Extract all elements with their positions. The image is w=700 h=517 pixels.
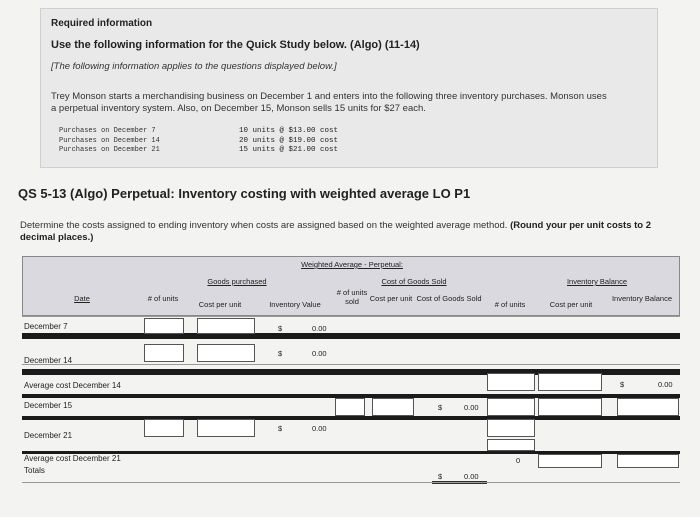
purchase-row	[59, 146, 338, 156]
purchase-value: 20 units @ $19.00 cost	[239, 136, 339, 145]
use-heading: Use the following information for the Quick Study below. (Algo) (11-14)	[51, 39, 420, 51]
col-date: Date	[74, 294, 90, 303]
row-separator	[22, 416, 680, 420]
dec15-balance-cost-input[interactable]	[538, 398, 602, 416]
row-divider	[22, 316, 680, 317]
dec21-cost-input[interactable]	[197, 419, 255, 437]
purchase-label: Purchases on December 21	[59, 146, 160, 154]
purchase-row	[59, 137, 338, 147]
instructions	[20, 220, 670, 244]
info-description: Trey Monson starts a merchandising business on December 1 and enters into the following three inventory purchases. Monson uses a perpetual inventory system. Also, on December 15, Monson sells 15 units for $27 each.	[51, 91, 607, 114]
row-label-dec14: December 14	[24, 356, 73, 365]
group-cogs: Cost of Goods Sold	[381, 277, 447, 286]
col-sold-cost: Cost per unit	[369, 294, 413, 303]
avg14-units-input[interactable]	[487, 373, 535, 391]
group-goods-purchased: Goods purchased	[207, 277, 267, 286]
dec14-value: 0.00	[312, 349, 327, 358]
totals-cogs: 0.00	[464, 472, 479, 481]
totals-dollar: $	[438, 472, 443, 481]
row-label-dec21: December 21	[24, 431, 73, 440]
avg21-units-input[interactable]	[487, 439, 535, 451]
dec15-units-sold-input[interactable]	[335, 398, 365, 416]
dec15-balance-units-input[interactable]	[487, 398, 535, 416]
purchase-label: Purchases on December 7	[59, 127, 156, 135]
info-box	[40, 8, 658, 168]
purchase-value: 10 units @ $13.00 cost	[239, 127, 339, 135]
col-cogs: Cost of Goods Sold	[416, 294, 482, 303]
avg14-balance: 0.00	[658, 380, 673, 389]
row-separator	[22, 333, 680, 339]
dec7-value: 0.00	[312, 324, 327, 333]
dec15-cost-input[interactable]	[372, 398, 414, 416]
row-label-avg14: Average cost December 14	[24, 381, 121, 390]
col-balance-units: # of units	[494, 300, 526, 309]
dec15-cogs: 0.00	[464, 403, 479, 412]
instruction-bold: (Round your per unit costs to 2 decimal places.)	[20, 220, 652, 243]
dec14-units-input[interactable]	[144, 344, 184, 362]
avg21-cost-input[interactable]	[538, 454, 602, 468]
question-title: QS 5-13 (Algo) Perpetual: Inventory costing with weighted average LO P1	[18, 186, 471, 201]
col-purchased-cost: Cost per unit	[198, 300, 242, 309]
dec21-balance-units-input[interactable]	[487, 419, 535, 437]
instruction-text: Determine the costs assigned to ending inventory when costs are assigned based on the weighted average method.	[20, 220, 508, 231]
totals-underline	[432, 481, 487, 482]
dec15-dollar: $	[438, 403, 443, 412]
totals-double-underline	[432, 483, 487, 484]
dec21-units-input[interactable]	[144, 419, 184, 437]
row-divider	[22, 364, 680, 365]
col-balance-cost: Cost per unit	[549, 300, 593, 309]
totals-units: 0	[516, 456, 521, 465]
table-title: Weighted Average - Perpetual:	[301, 260, 403, 269]
col-units-sold: # of units sold	[336, 288, 368, 306]
row-label-avg21: Average cost December 21	[24, 454, 121, 463]
purchase-label: Purchases on December 14	[59, 136, 160, 145]
dec7-dollar: $	[278, 324, 283, 333]
dec7-units-input[interactable]	[144, 318, 184, 334]
dec21-value: 0.00	[312, 424, 327, 433]
col-inventory-value: Inventory Value	[269, 300, 321, 309]
dec14-cost-input[interactable]	[197, 344, 255, 362]
row-label-dec7: December 7	[24, 322, 68, 331]
dec21-dollar: $	[278, 424, 283, 433]
inventory-table	[22, 256, 682, 492]
avg21-balance-input[interactable]	[617, 454, 679, 468]
purchase-row	[59, 127, 338, 137]
row-divider	[22, 482, 680, 483]
row-label-totals: Totals	[24, 466, 45, 475]
avg14-dollar: $	[620, 380, 625, 389]
info-note: [The following information applies to the questions displayed below.]	[51, 61, 337, 72]
purchase-value: 15 units @ $21.00 cost	[239, 146, 339, 154]
dec15-balance-input[interactable]	[617, 398, 679, 416]
dec7-cost-input[interactable]	[197, 318, 255, 334]
col-purchased-units: # of units	[147, 294, 179, 303]
required-heading: Required information	[51, 18, 153, 29]
dec14-dollar: $	[278, 349, 283, 358]
group-inventory-balance: Inventory Balance	[566, 277, 628, 286]
row-label-dec15: December 15	[24, 401, 73, 410]
col-balance-value: Inventory Balance	[611, 294, 673, 303]
avg14-cost-input[interactable]	[538, 373, 602, 391]
purchases-list	[59, 127, 338, 156]
